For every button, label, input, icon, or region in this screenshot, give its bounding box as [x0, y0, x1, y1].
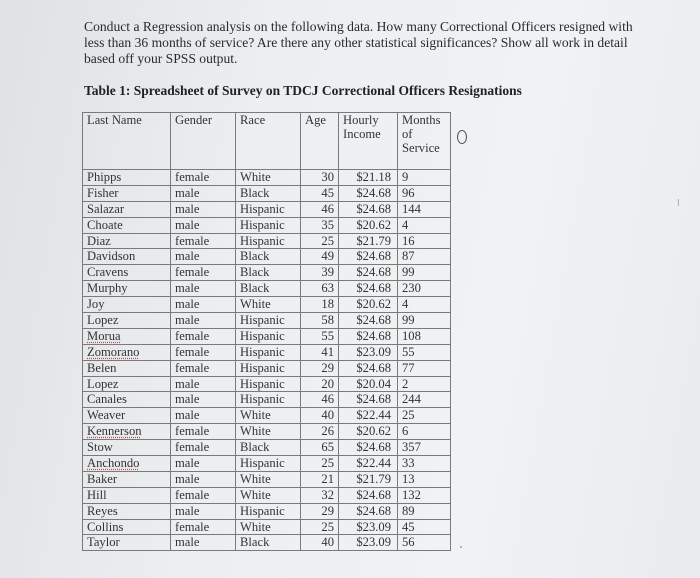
table-header-row [83, 113, 451, 170]
cell-hourly-income: $24.68 [339, 249, 398, 265]
table-row [83, 471, 451, 487]
cell-last-name: Salazar [83, 201, 171, 217]
table-row [83, 201, 451, 217]
cell-hourly-income: $23.09 [339, 519, 398, 535]
cell-age: 25 [301, 456, 339, 472]
cell-race: Hispanic [236, 360, 301, 376]
cell-last-name: Collins [83, 519, 171, 535]
cell-months-of-service: 108 [398, 328, 451, 344]
cell-hourly-income: $20.62 [339, 217, 398, 233]
table-row [83, 344, 451, 360]
cell-months-of-service: 33 [398, 456, 451, 472]
cell-hourly-income: $23.09 [339, 344, 398, 360]
cell-age: 40 [301, 408, 339, 424]
cell-race: Hispanic [236, 503, 301, 519]
cell-months-of-service: 87 [398, 249, 451, 265]
table-row [83, 376, 451, 392]
header-months-of-service: Months of Service [398, 113, 451, 170]
cell-months-of-service: 132 [398, 487, 451, 503]
cell-race: Hispanic [236, 392, 301, 408]
cell-age: 35 [301, 217, 339, 233]
cell-race: Black [236, 281, 301, 297]
cell-age: 26 [301, 424, 339, 440]
cell-gender: male [171, 376, 236, 392]
cell-hourly-income: $24.68 [339, 201, 398, 217]
table-row [83, 519, 451, 535]
cell-age: 39 [301, 265, 339, 281]
cell-hourly-income: $24.68 [339, 185, 398, 201]
cell-months-of-service: 4 [398, 217, 451, 233]
cell-age: 18 [301, 297, 339, 313]
cell-months-of-service: 13 [398, 471, 451, 487]
cell-last-name: Lopez [83, 313, 171, 329]
cell-gender: female [171, 265, 236, 281]
cell-months-of-service: 96 [398, 185, 451, 201]
cell-gender: female [171, 360, 236, 376]
cell-gender: male [171, 185, 236, 201]
cell-hourly-income: $24.68 [339, 487, 398, 503]
cell-race: Hispanic [236, 313, 301, 329]
cell-hourly-income: $21.79 [339, 471, 398, 487]
cell-age: 41 [301, 344, 339, 360]
cell-last-name: Diaz [83, 233, 171, 249]
table-row [83, 217, 451, 233]
resignations-table [82, 112, 451, 551]
table-body [83, 170, 451, 551]
cell-last-name: Davidson [83, 249, 171, 265]
cell-months-of-service: 25 [398, 408, 451, 424]
table-row [83, 233, 451, 249]
cell-age: 29 [301, 360, 339, 376]
cell-months-of-service: 2 [398, 376, 451, 392]
cell-hourly-income: $20.04 [339, 376, 398, 392]
cell-gender: male [171, 297, 236, 313]
cell-race: Hispanic [236, 328, 301, 344]
cell-age: 58 [301, 313, 339, 329]
cell-age: 65 [301, 440, 339, 456]
cell-last-name: Cravens [83, 265, 171, 281]
table-row [83, 185, 451, 201]
table-row [83, 360, 451, 376]
cell-hourly-income: $23.09 [339, 535, 398, 551]
cell-age: 45 [301, 185, 339, 201]
cell-race: Black [236, 265, 301, 281]
cell-last-name: Fisher [83, 185, 171, 201]
cell-hourly-income: $24.68 [339, 265, 398, 281]
cell-age: 46 [301, 392, 339, 408]
cell-race: Hispanic [236, 344, 301, 360]
cell-last-name: Taylor [83, 535, 171, 551]
cell-last-name: Joy [83, 297, 171, 313]
cell-last-name: Zomorano [83, 344, 171, 360]
cell-age: 21 [301, 471, 339, 487]
cell-months-of-service: 4 [398, 297, 451, 313]
cell-race: Black [236, 185, 301, 201]
cell-months-of-service: 16 [398, 233, 451, 249]
table-row [83, 170, 451, 186]
cell-race: White [236, 408, 301, 424]
cell-age: 30 [301, 170, 339, 186]
cell-gender: female [171, 424, 236, 440]
cell-race: White [236, 170, 301, 186]
cell-hourly-income: $24.68 [339, 313, 398, 329]
cell-hourly-income: $24.68 [339, 360, 398, 376]
cell-hourly-income: $21.18 [339, 170, 398, 186]
cell-hourly-income: $22.44 [339, 456, 398, 472]
cell-age: 25 [301, 519, 339, 535]
cell-race: Hispanic [236, 217, 301, 233]
cell-age: 29 [301, 503, 339, 519]
cell-months-of-service: 99 [398, 265, 451, 281]
table-caption: Table 1: Spreadsheet of Survey on TDCJ Correctional Officers Resignations [84, 83, 522, 98]
cell-last-name: Anchondo [83, 456, 171, 472]
cell-last-name: Lopez [83, 376, 171, 392]
cell-last-name: Hill [83, 487, 171, 503]
cell-age: 63 [301, 281, 339, 297]
circle-icon [457, 130, 467, 144]
cell-age: 25 [301, 233, 339, 249]
cell-gender: male [171, 217, 236, 233]
table-row [83, 313, 451, 329]
cell-hourly-income: $20.62 [339, 424, 398, 440]
cell-race: Black [236, 535, 301, 551]
dot-mark [460, 546, 462, 548]
cell-months-of-service: 45 [398, 519, 451, 535]
cell-age: 32 [301, 487, 339, 503]
cell-gender: male [171, 313, 236, 329]
table-row [83, 535, 451, 551]
cell-age: 49 [301, 249, 339, 265]
cell-race: Hispanic [236, 376, 301, 392]
table-row [83, 487, 451, 503]
table-row [83, 265, 451, 281]
cell-months-of-service: 144 [398, 201, 451, 217]
cell-last-name: Morua [83, 328, 171, 344]
cell-race: White [236, 297, 301, 313]
cell-race: White [236, 424, 301, 440]
table-row [83, 424, 451, 440]
cell-gender: male [171, 535, 236, 551]
header-last-name: Last Name [83, 113, 171, 170]
cell-gender: male [171, 201, 236, 217]
cell-last-name: Choate [83, 217, 171, 233]
cell-gender: male [171, 392, 236, 408]
cell-gender: male [171, 503, 236, 519]
cell-gender: female [171, 344, 236, 360]
table-row [83, 281, 451, 297]
cell-race: White [236, 519, 301, 535]
cell-last-name: Reyes [83, 503, 171, 519]
cell-race: Hispanic [236, 233, 301, 249]
cell-race: Hispanic [236, 456, 301, 472]
cell-gender: female [171, 328, 236, 344]
table-row [83, 456, 451, 472]
table-row [83, 297, 451, 313]
cell-gender: female [171, 440, 236, 456]
cell-hourly-income: $24.68 [339, 503, 398, 519]
table-row [83, 408, 451, 424]
cell-hourly-income: $20.62 [339, 297, 398, 313]
cell-last-name: Weaver [83, 408, 171, 424]
cell-last-name: Phipps [83, 170, 171, 186]
header-hourly-income: Hourly Income [339, 113, 398, 170]
cell-gender: female [171, 519, 236, 535]
cell-gender: male [171, 249, 236, 265]
cell-age: 55 [301, 328, 339, 344]
cell-months-of-service: 357 [398, 440, 451, 456]
table-row [83, 328, 451, 344]
cell-hourly-income: $24.68 [339, 392, 398, 408]
cell-months-of-service: 89 [398, 503, 451, 519]
cell-age: 40 [301, 535, 339, 551]
cell-hourly-income: $24.68 [339, 440, 398, 456]
question-text: Conduct a Regression analysis on the following data. How many Correctional Officers resigned with less than 36 months of service? Are there any other statistical significances? Show all work in detail based off your SPSS output. [84, 19, 633, 66]
cell-hourly-income: $22.44 [339, 408, 398, 424]
cell-last-name: Kennerson [83, 424, 171, 440]
header-race: Race [236, 113, 301, 170]
cell-age: 20 [301, 376, 339, 392]
cell-gender: female [171, 170, 236, 186]
cell-months-of-service: 230 [398, 281, 451, 297]
cell-last-name: Stow [83, 440, 171, 456]
margin-mark: I [677, 198, 680, 209]
cell-gender: female [171, 233, 236, 249]
cell-hourly-income: $24.68 [339, 328, 398, 344]
table-row [83, 249, 451, 265]
cell-last-name: Murphy [83, 281, 171, 297]
cell-race: Black [236, 249, 301, 265]
header-gender: Gender [171, 113, 236, 170]
cell-age: 46 [301, 201, 339, 217]
cell-months-of-service: 9 [398, 170, 451, 186]
cell-months-of-service: 99 [398, 313, 451, 329]
cell-gender: male [171, 471, 236, 487]
cell-gender: male [171, 456, 236, 472]
cell-last-name: Belen [83, 360, 171, 376]
cell-months-of-service: 56 [398, 535, 451, 551]
cell-race: Hispanic [236, 201, 301, 217]
header-age: Age [301, 113, 339, 170]
table-row [83, 503, 451, 519]
cell-last-name: Canales [83, 392, 171, 408]
cell-gender: male [171, 281, 236, 297]
cell-race: Black [236, 440, 301, 456]
cell-hourly-income: $21.79 [339, 233, 398, 249]
cell-hourly-income: $24.68 [339, 281, 398, 297]
cell-gender: female [171, 487, 236, 503]
cell-last-name: Baker [83, 471, 171, 487]
cell-race: White [236, 487, 301, 503]
cell-months-of-service: 77 [398, 360, 451, 376]
cell-months-of-service: 55 [398, 344, 451, 360]
table-row [83, 440, 451, 456]
cell-gender: male [171, 408, 236, 424]
cell-months-of-service: 6 [398, 424, 451, 440]
table-row [83, 392, 451, 408]
cell-months-of-service: 244 [398, 392, 451, 408]
cell-race: White [236, 471, 301, 487]
